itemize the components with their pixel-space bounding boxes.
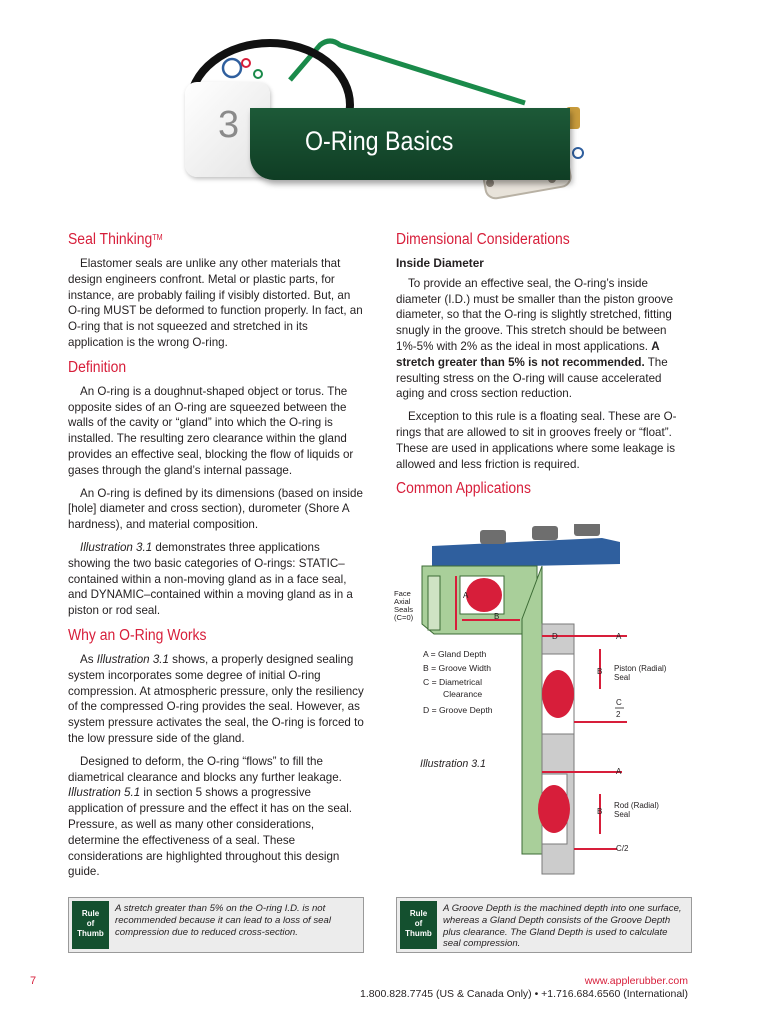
piston-label-a: A [616,632,622,641]
green-oring-outline [290,41,525,103]
piston-label-c: C [616,698,622,707]
face-label-a: A [463,591,469,600]
rule-of-thumb-badge: Rule of Thumb [72,901,109,949]
left-column [68,230,364,887]
chapter-number: 3 [218,104,240,146]
rule-of-thumb-badge: Rule of Thumb [400,901,437,949]
page-number: 7 [30,975,37,987]
seal-thinking-paragraph: Elastomer seals are unlike any other materials that design engineers confront. Metal or plastic parts, for instance, are probably failing if visibly distorted. But, an O-ring MUST be deformed to function properly. In fact, an O-ring that is not squeezed and stretched in its application is the wrong O-ring. [68,257,363,349]
definition-paragraph-2: An O-ring is defined by its dimensions (based on inside [hole] diameter and cross section), durometer (Shore A hardness), and material composition. [68,486,363,532]
heading-definition: Definition [68,358,127,376]
page-title: O-Ring Basics [305,126,454,156]
rule-of-thumb-left [68,897,364,953]
face-label-3: Seals [394,605,413,614]
bolt-shank [428,576,440,630]
piston-label-2: Seal [614,673,631,682]
blue-ring-small [223,59,241,77]
illustration-3-1 [392,524,692,884]
heading-seal-thinking: Seal Thinking™ [68,231,163,248]
subheading-inside-diameter: Inside Diameter [396,256,484,270]
legend-groove-width: B = Groove Width [423,663,492,673]
rod-label-a: A [616,767,622,776]
face-label-2: Axial [394,597,411,606]
heading-dimensional-considerations: Dimensional Considerations [396,231,570,248]
rod-label-1: Rod (Radial) [614,801,659,810]
face-label-4: (C=0) [394,613,414,622]
heading-common-applications: Common Applications [396,480,531,498]
why-works-paragraph-1: As Illustration 3.1 shows, a properly designed sealing system incorporates some degree of initial O-ring compression. At atmospheric pressure, only the resiliency of the compressed O-ring provides the seal. However, as system pressure activates the seal, the O-ring is forced to the low pressure side of the gland. [68,652,364,745]
illustration-caption: Illustration 3.1 [420,758,486,770]
inside-diameter-paragraph-2: Exception to this rule is a floating seal. These are O-rings that are allowed to sit in grooves freely or “float”. These are used in applications where some leakage is allowed and less friction is required. [396,410,677,471]
rod-label-c2: C/2 [616,844,629,853]
definition-paragraph-1: An O-ring is a doughnut-shaped object or torus. The opposite sides of an O-ring are squeezed between the walls of the cavity or “gland” into which the O-ring is installed. The resulting zero clearance within the gland provides an effective seal, blocking the flow of liquids or gases through the gland’s internal passage. [68,384,354,477]
green-ring-tiny [254,70,262,78]
trademark-mark: TM [152,233,163,242]
heading-why-oring-works: Why an O-Ring Works [68,626,207,644]
footer-phone: 1.800.828.7745 (US & Canada Only) • +1.716.684.6560 (International) [360,988,688,1000]
piston-label-1: Piston (Radial) [614,664,667,673]
rule-of-thumb-left-text: A stretch greater than 5% on the O-ring I.D. is not recommended because it can lead to a loss of seal compression due to reduced cross-section. [115,903,331,938]
footer-url[interactable]: www.applerubber.com [584,975,688,987]
legend-gland-depth: A = Gland Depth [423,649,487,659]
face-seal-oring [466,578,502,612]
piston-oring [542,670,574,718]
right-column [396,230,692,505]
rule-of-thumb-right [396,897,692,953]
blue-ring-right [573,148,583,158]
definition-paragraph-3: Illustration 3.1 demonstrates three applications showing the two basic categories of O-rings: STATIC–contained within a non-moving gland as in a face seal, and DYNAMIC–contained within a moving gland as in a piston or rod seal. [68,540,353,618]
red-ring-tiny [242,59,250,67]
cover-plate [432,538,620,568]
legend-clearance: Clearance [443,689,483,699]
piston-label-b: B [597,667,603,676]
rod-label-2: Seal [614,810,631,819]
label-d: D [552,632,558,641]
face-label-b: B [494,612,500,621]
legend-groove-depth: D = Groove Depth [423,705,493,715]
legend-diametrical: C = Diametrical [423,677,482,687]
face-label-1: Face [394,589,411,598]
rod-label-b: B [597,807,603,816]
rule-of-thumb-right-text: A Groove Depth is the machined depth into one surface, whereas a Gland Depth consists of the Groove Depth plus clearance. The Gland Depth is used to calculate seal compression. [443,903,682,950]
piston-label-2-denom: 2 [616,710,621,719]
why-works-paragraph-2: Designed to deform, the O-ring “flows” to fill the diametrical clearance and blocks any further leakage. Illustration 5.1 in section 5 shows a progressive application of pressure and the effect it has on the seal. Pressure, as well as many other considerations, determine the effectiveness of a seal. These considerations are highlighted throughout this design guide. [68,754,353,879]
inside-diameter-paragraph-1: To provide an effective seal, the O-ring’s inside diameter (I.D.) must be smaller than the piston groove diameter, so that the O-ring is slightly stretched, fitting snugly in the groove. This stretch should be between 1%-5% with 2% as the ideal in most applications. A stretch greater than 5% is not recommended. The resulting stress on the O-ring will cause accelerated aging and cross section reduction. [396,276,674,401]
rod-oring [538,785,570,833]
